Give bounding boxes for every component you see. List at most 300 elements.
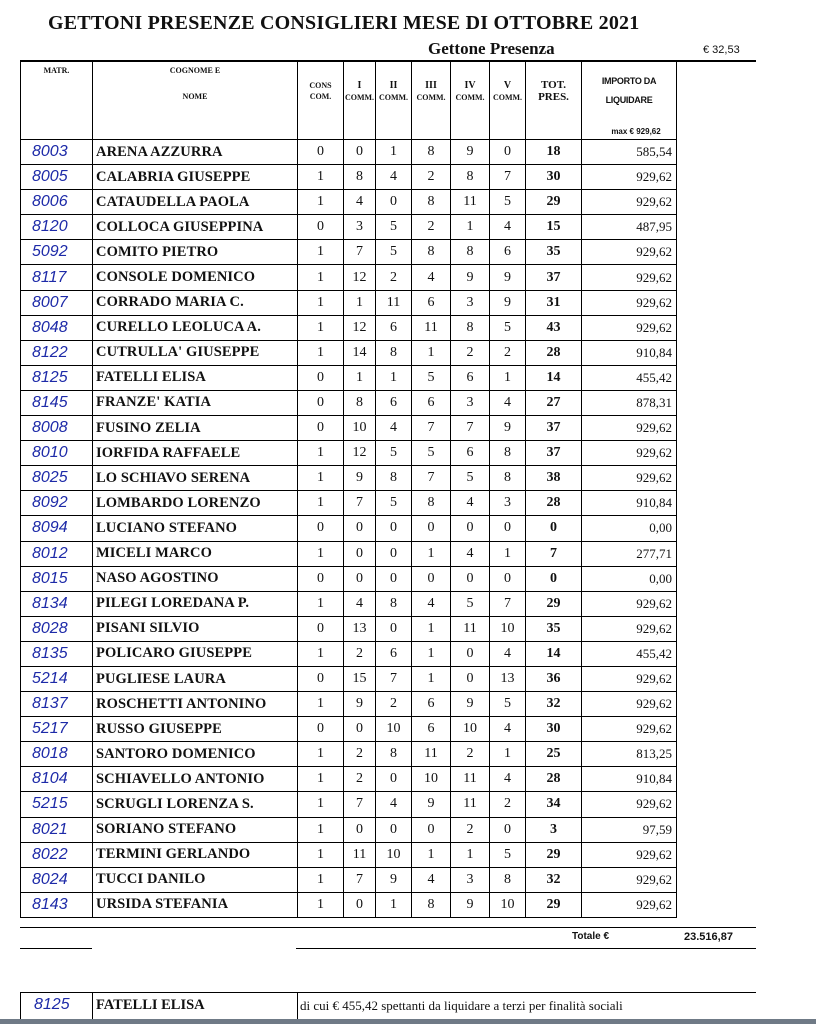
cell-importo: 487,95 [582, 215, 677, 240]
cell-iv: 0 [451, 516, 490, 541]
cell-ii: 0 [376, 541, 412, 566]
cell-matr: 8143 [21, 892, 93, 917]
cell-importo: 929,62 [582, 666, 677, 691]
cell-v: 8 [490, 867, 526, 892]
cell-iv: 8 [451, 165, 490, 190]
total-underline-right [296, 948, 756, 949]
cell-name: PUGLIESE LAURA [93, 666, 298, 691]
cell-i: 2 [344, 767, 376, 792]
row-gap [677, 365, 757, 390]
cell-i: 7 [344, 867, 376, 892]
total-value: 23.516,87 [684, 931, 733, 943]
cell-cons: 0 [298, 365, 344, 390]
cell-iii: 5 [412, 441, 451, 466]
cell-matr: 8028 [21, 616, 93, 641]
cell-tot: 28 [526, 767, 582, 792]
sub-gap [677, 120, 757, 136]
row-gap [677, 290, 757, 315]
cell-iv: 9 [451, 140, 490, 165]
cell-iv: 0 [451, 566, 490, 591]
cell-ii: 0 [376, 767, 412, 792]
row-gap [677, 817, 757, 842]
table-row [21, 140, 757, 165]
row-gap [677, 466, 757, 491]
cell-cons: 1 [298, 867, 344, 892]
cell-cons: 1 [298, 290, 344, 315]
cell-i: 4 [344, 591, 376, 616]
cell-name: URSIDA STEFANIA [93, 892, 298, 917]
note-matr: 8125 [34, 996, 70, 1013]
cell-importo: 929,62 [582, 792, 677, 817]
cell-matr: 8015 [21, 566, 93, 591]
cell-iii: 6 [412, 390, 451, 415]
table-row [21, 792, 757, 817]
cell-iv: 8 [451, 240, 490, 265]
col-header-cons-line2: COM. [309, 92, 332, 101]
cell-i: 8 [344, 390, 376, 415]
cell-ii: 4 [376, 165, 412, 190]
cell-name: CALABRIA GIUSEPPE [93, 165, 298, 190]
table-row [21, 717, 757, 742]
cell-name: COMITO PIETRO [93, 240, 298, 265]
cell-ii: 5 [376, 441, 412, 466]
cell-iii: 8 [412, 190, 451, 215]
col-header-matr: MATR. [21, 62, 93, 120]
cell-iv: 2 [451, 742, 490, 767]
cell-v: 4 [490, 717, 526, 742]
cell-iv: 4 [451, 541, 490, 566]
cell-iv: 2 [451, 340, 490, 365]
row-gap [677, 717, 757, 742]
cell-tot: 25 [526, 742, 582, 767]
total-label: Totale € [572, 931, 610, 942]
col-header-iii [412, 62, 451, 120]
cell-tot: 18 [526, 140, 582, 165]
table-row [21, 566, 757, 591]
cell-matr: 8025 [21, 466, 93, 491]
cell-ii: 1 [376, 365, 412, 390]
cell-importo: 929,62 [582, 867, 677, 892]
cell-cons: 1 [298, 892, 344, 917]
cell-importo: 929,62 [582, 290, 677, 315]
col-header-cognome: COGNOME E [169, 66, 221, 75]
cell-importo: 97,59 [582, 817, 677, 842]
cell-importo: 929,62 [582, 466, 677, 491]
cell-cons: 1 [298, 265, 344, 290]
cell-importo: 929,62 [582, 591, 677, 616]
cell-i: 0 [344, 566, 376, 591]
cell-matr: 8092 [21, 491, 93, 516]
cell-i: 12 [344, 315, 376, 340]
table-row [21, 641, 757, 666]
table-row [21, 867, 757, 892]
cell-name: POLICARO GIUSEPPE [93, 641, 298, 666]
cell-v: 2 [490, 340, 526, 365]
cell-cons: 1 [298, 240, 344, 265]
cell-v: 7 [490, 165, 526, 190]
table-bottom-rule [20, 927, 756, 928]
cell-iii: 7 [412, 466, 451, 491]
col-header-i [344, 62, 376, 120]
total-underline-left [20, 948, 92, 949]
cell-iii: 2 [412, 215, 451, 240]
window-bottom-bar [0, 1019, 816, 1024]
cell-iv: 4 [451, 491, 490, 516]
cell-ii: 4 [376, 416, 412, 441]
cell-iii: 9 [412, 792, 451, 817]
table-row [21, 365, 757, 390]
cell-i: 0 [344, 541, 376, 566]
cell-tot: 36 [526, 666, 582, 691]
cell-iii: 1 [412, 842, 451, 867]
row-gap [677, 240, 757, 265]
table-row [21, 165, 757, 190]
cell-name: RUSSO GIUSEPPE [93, 717, 298, 742]
cell-v: 13 [490, 666, 526, 691]
cell-tot: 29 [526, 190, 582, 215]
cell-importo: 0,00 [582, 566, 677, 591]
cell-name: TERMINI GERLANDO [93, 842, 298, 867]
cell-iii: 8 [412, 140, 451, 165]
col-header-cons [298, 62, 344, 120]
cell-cons: 0 [298, 215, 344, 240]
table-row [21, 215, 757, 240]
cell-tot: 35 [526, 240, 582, 265]
row-gap [677, 616, 757, 641]
table-row [21, 591, 757, 616]
cell-i: 0 [344, 817, 376, 842]
cell-i: 7 [344, 491, 376, 516]
cell-cons: 0 [298, 616, 344, 641]
sub-cell-iii [412, 120, 451, 136]
table-row [21, 767, 757, 792]
cell-i: 4 [344, 190, 376, 215]
cell-i: 14 [344, 340, 376, 365]
table-row [21, 441, 757, 466]
col-header-iii-line2: COMM. [416, 92, 446, 102]
cell-i: 8 [344, 165, 376, 190]
cell-tot: 14 [526, 641, 582, 666]
cell-i: 9 [344, 466, 376, 491]
cell-ii: 4 [376, 792, 412, 817]
cell-importo: 0,00 [582, 516, 677, 541]
table-row [21, 340, 757, 365]
cell-importo: 813,25 [582, 742, 677, 767]
row-gap [677, 792, 757, 817]
cell-ii: 10 [376, 842, 412, 867]
note-name: FATELLI ELISA [96, 997, 205, 1013]
row-gap [677, 767, 757, 792]
col-header-name [93, 62, 298, 120]
cell-iii: 1 [412, 641, 451, 666]
cell-matr: 8022 [21, 842, 93, 867]
cell-ii: 11 [376, 290, 412, 315]
cell-i: 9 [344, 692, 376, 717]
cell-name: MICELI MARCO [93, 541, 298, 566]
cell-matr: 8018 [21, 742, 93, 767]
col-header-v-line2: COMM. [492, 92, 523, 102]
cell-tot: 32 [526, 867, 582, 892]
cell-tot: 27 [526, 390, 582, 415]
cell-name: SCRUGLI LORENZA S. [93, 792, 298, 817]
cell-name: CONSOLE DOMENICO [93, 265, 298, 290]
cell-matr: 8125 [21, 365, 93, 390]
cell-ii: 2 [376, 692, 412, 717]
note-row [20, 992, 756, 1020]
cell-iii: 1 [412, 666, 451, 691]
cell-iv: 3 [451, 867, 490, 892]
cell-iii: 4 [412, 591, 451, 616]
col-header-importo [582, 62, 677, 120]
cell-importo: 929,62 [582, 842, 677, 867]
cell-iv: 6 [451, 441, 490, 466]
row-gap [677, 566, 757, 591]
note-text: di cui € 455,42 spettanti da liquidare a terzi per finalità sociali [300, 998, 623, 1013]
cell-cons: 1 [298, 491, 344, 516]
cell-cons: 0 [298, 666, 344, 691]
subheader-row [21, 120, 757, 136]
cell-importo: 929,62 [582, 165, 677, 190]
cell-i: 13 [344, 616, 376, 641]
cell-matr: 8120 [21, 215, 93, 240]
table-row [21, 692, 757, 717]
col-header-ii [376, 62, 412, 120]
row-gap [677, 190, 757, 215]
cell-tot: 32 [526, 692, 582, 717]
cell-ii: 1 [376, 892, 412, 917]
table-row [21, 190, 757, 215]
cell-matr: 8122 [21, 340, 93, 365]
cell-v: 0 [490, 817, 526, 842]
row-gap [677, 591, 757, 616]
cell-ii: 8 [376, 340, 412, 365]
cell-i: 2 [344, 641, 376, 666]
cell-name: CORRADO MARIA C. [93, 290, 298, 315]
cell-v: 9 [490, 290, 526, 315]
cell-importo: 878,31 [582, 390, 677, 415]
gettone-label: Gettone Presenza [428, 39, 555, 58]
cell-matr: 5217 [21, 717, 93, 742]
cell-iv: 11 [451, 767, 490, 792]
cell-i: 11 [344, 842, 376, 867]
cell-iii: 5 [412, 365, 451, 390]
cell-i: 1 [344, 365, 376, 390]
cell-matr: 5092 [21, 240, 93, 265]
max-note: max € 929,62 [582, 120, 677, 136]
cell-iv: 10 [451, 717, 490, 742]
cell-name: CATAUDELLA PAOLA [93, 190, 298, 215]
row-gap [677, 516, 757, 541]
cell-importo: 929,62 [582, 616, 677, 641]
cell-iv: 9 [451, 265, 490, 290]
cell-name: LUCIANO STEFANO [93, 516, 298, 541]
col-header-iv-line2: COMM. [455, 92, 485, 102]
cell-v: 5 [490, 190, 526, 215]
col-header-i-line2: COMM. [344, 92, 375, 102]
cell-tot: 7 [526, 541, 582, 566]
cell-ii: 10 [376, 717, 412, 742]
cell-name: IORFIDA RAFFAELE [93, 441, 298, 466]
cell-tot: 28 [526, 491, 582, 516]
cell-importo: 929,62 [582, 692, 677, 717]
cell-cons: 1 [298, 767, 344, 792]
cell-i: 1 [344, 290, 376, 315]
cell-i: 0 [344, 140, 376, 165]
cell-importo: 585,54 [582, 140, 677, 165]
cell-tot: 43 [526, 315, 582, 340]
cell-iii: 0 [412, 566, 451, 591]
table-row [21, 742, 757, 767]
sub-cell-ii [376, 120, 412, 136]
col-header-tot [526, 62, 582, 120]
cell-matr: 8104 [21, 767, 93, 792]
cell-ii: 6 [376, 641, 412, 666]
cell-cons: 1 [298, 591, 344, 616]
cell-i: 12 [344, 265, 376, 290]
cell-name: LOMBARDO LORENZO [93, 491, 298, 516]
cell-ii: 8 [376, 466, 412, 491]
cell-matr: 8137 [21, 692, 93, 717]
cell-iii: 1 [412, 616, 451, 641]
cell-iv: 3 [451, 390, 490, 415]
cell-name: ROSCHETTI ANTONINO [93, 692, 298, 717]
cell-ii: 2 [376, 265, 412, 290]
cell-importo: 929,62 [582, 265, 677, 290]
cell-cons: 0 [298, 416, 344, 441]
cell-cons: 0 [298, 140, 344, 165]
cell-v: 0 [490, 516, 526, 541]
note-sep-matr [92, 993, 93, 1019]
cell-iv: 0 [451, 666, 490, 691]
sub-cell-v [490, 120, 526, 136]
row-gap [677, 215, 757, 240]
row-gap [677, 390, 757, 415]
cell-v: 6 [490, 240, 526, 265]
row-gap [677, 165, 757, 190]
col-header-ii-line1: II [389, 79, 398, 91]
cell-ii: 7 [376, 666, 412, 691]
cell-i: 12 [344, 441, 376, 466]
cell-v: 0 [490, 566, 526, 591]
cell-matr: 8007 [21, 290, 93, 315]
cell-v: 5 [490, 315, 526, 340]
cell-iv: 3 [451, 290, 490, 315]
row-gap [677, 892, 757, 917]
cell-cons: 1 [298, 190, 344, 215]
cell-ii: 6 [376, 315, 412, 340]
cell-iv: 8 [451, 315, 490, 340]
table-row [21, 290, 757, 315]
cell-iv: 7 [451, 416, 490, 441]
cell-matr: 8135 [21, 641, 93, 666]
cell-i: 7 [344, 792, 376, 817]
cell-ii: 5 [376, 240, 412, 265]
cell-tot: 31 [526, 290, 582, 315]
cell-importo: 929,62 [582, 441, 677, 466]
cell-cons: 1 [298, 466, 344, 491]
cell-cons: 1 [298, 641, 344, 666]
cell-matr: 8048 [21, 315, 93, 340]
cell-ii: 9 [376, 867, 412, 892]
cell-tot: 29 [526, 892, 582, 917]
cell-matr: 8024 [21, 867, 93, 892]
header-row [21, 62, 757, 120]
cell-iii: 8 [412, 240, 451, 265]
cell-iv: 11 [451, 792, 490, 817]
row-gap [677, 340, 757, 365]
cell-cons: 0 [298, 717, 344, 742]
col-header-tot-line1: TOT. [541, 79, 566, 91]
sub-cell-i [344, 120, 376, 136]
cell-matr: 8117 [21, 265, 93, 290]
cell-tot: 28 [526, 340, 582, 365]
cell-name: TUCCI DANILO [93, 867, 298, 892]
cell-v: 5 [490, 692, 526, 717]
cell-cons: 0 [298, 566, 344, 591]
cell-iii: 8 [412, 892, 451, 917]
row-gap [677, 265, 757, 290]
cell-tot: 37 [526, 441, 582, 466]
row-gap [677, 315, 757, 340]
cell-tot: 29 [526, 842, 582, 867]
table-row [21, 541, 757, 566]
attendance-table [20, 62, 757, 918]
header-gap [677, 62, 757, 120]
cell-v: 9 [490, 265, 526, 290]
row-gap [677, 842, 757, 867]
cell-iii: 7 [412, 416, 451, 441]
cell-ii: 5 [376, 215, 412, 240]
row-gap [677, 416, 757, 441]
cell-matr: 8003 [21, 140, 93, 165]
table-row [21, 516, 757, 541]
cell-ii: 8 [376, 742, 412, 767]
cell-matr: 5215 [21, 792, 93, 817]
cell-tot: 15 [526, 215, 582, 240]
col-header-cons-line1: CONS [309, 81, 332, 90]
cell-iv: 2 [451, 817, 490, 842]
cell-v: 5 [490, 842, 526, 867]
cell-matr: 8006 [21, 190, 93, 215]
cell-importo: 929,62 [582, 892, 677, 917]
note-sep-left [20, 993, 21, 1019]
cell-name: ARENA AZZURRA [93, 140, 298, 165]
table-row [21, 390, 757, 415]
sub-cell-cons [298, 120, 344, 136]
cell-v: 4 [490, 767, 526, 792]
cell-v: 1 [490, 365, 526, 390]
row-gap [677, 666, 757, 691]
table-row [21, 315, 757, 340]
cell-v: 2 [490, 792, 526, 817]
cell-importo: 929,62 [582, 315, 677, 340]
cell-iv: 9 [451, 692, 490, 717]
cell-iv: 0 [451, 641, 490, 666]
cell-cons: 1 [298, 165, 344, 190]
cell-ii: 0 [376, 817, 412, 842]
row-gap [677, 867, 757, 892]
col-header-i-line1: I [357, 79, 362, 91]
cell-iv: 11 [451, 616, 490, 641]
cell-importo: 929,62 [582, 240, 677, 265]
cell-iv: 6 [451, 365, 490, 390]
cell-importo: 910,84 [582, 340, 677, 365]
cell-i: 3 [344, 215, 376, 240]
cell-name: FRANZE' KATIA [93, 390, 298, 415]
table-row [21, 666, 757, 691]
cell-i: 10 [344, 416, 376, 441]
cell-name: FATELLI ELISA [93, 365, 298, 390]
